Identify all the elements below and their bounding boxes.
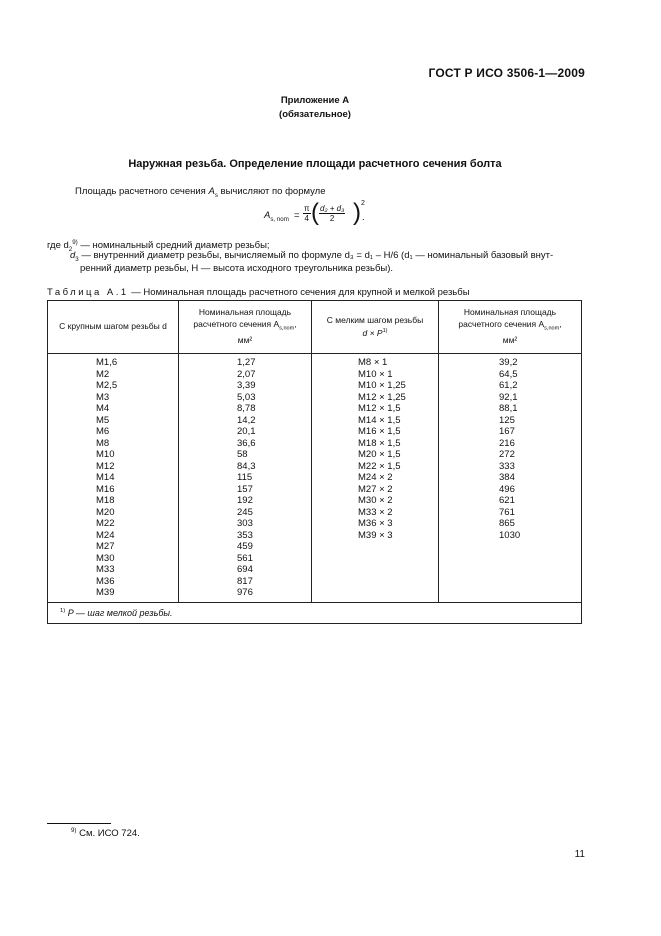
table-cell: M16 × 1,5 [358, 426, 401, 437]
table-cell: M4 [96, 403, 110, 414]
table-cell: 694 [237, 564, 253, 575]
table-cell: 384 [499, 472, 515, 483]
table-cell: M30 [96, 552, 115, 564]
formula-pi-fraction: $\frac{\pi}{4}$ [304, 204, 310, 223]
table-cell: M39 [96, 587, 115, 598]
appendix-status: (обязательное) [279, 109, 351, 120]
table-cell: 303 [237, 518, 253, 529]
coarse-area-column [179, 354, 312, 603]
table-cell: M5 [96, 414, 110, 426]
table-footnote-row [48, 602, 582, 623]
formula-inner-fraction: $\frac{\text{d₂ + d₃}}{2}$ [320, 204, 345, 223]
appendix-heading [0, 94, 630, 122]
table-cell: 14,2 [237, 414, 256, 426]
table-cell: 2,07 [237, 368, 256, 380]
table-cell: M10 × 1,25 [358, 380, 406, 391]
table-cell: M20 × 1,5 [358, 449, 401, 460]
table-cell: M10 × 1 [358, 368, 393, 380]
intro-text: Площадь расчетного сечения $A_s$ вычисляют по формуле [75, 186, 326, 199]
table-cell: M2 [96, 368, 110, 380]
table-cell: M16 [96, 483, 115, 495]
fine-thread-column [312, 354, 439, 603]
table-cell: 192 [237, 495, 253, 506]
table-cell: M6 [96, 426, 110, 437]
coarse-thread-column [48, 354, 179, 603]
table-cell: M8 [96, 437, 110, 449]
table-cell: M18 × 1,5 [358, 437, 401, 449]
appendix-title: Приложение А [280, 95, 350, 106]
table-cell: M24 [96, 529, 115, 541]
table-cell: 496 [499, 483, 515, 495]
formula-right-paren: ) [353, 199, 361, 226]
header-fine-thread: С мелким шагом резьбы $d \times P^{1)}$ [312, 301, 439, 354]
table-cell: 64,5 [499, 368, 518, 380]
table-footnote: $^{1)}$ P — шаг мелкой резьбы. [48, 602, 582, 623]
page-footnote: $^{9)}$ См. ИСО 724. [71, 827, 140, 840]
table-cell: M22 × 1,5 [358, 460, 401, 472]
thread-area-table [47, 300, 582, 624]
table-cell: 333 [499, 460, 515, 472]
table-cell: M30 × 2 [358, 495, 393, 506]
table-cell: 976 [237, 587, 253, 598]
table-cell: M36 [96, 575, 115, 587]
table-cell: 36,6 [237, 437, 256, 449]
table-cell: M12 × 1,25 [358, 391, 406, 403]
table-header-row [48, 301, 582, 354]
header-fine-area: Номинальная площадь расчетного сечения $A_{s,nom}$, мм² [439, 301, 582, 354]
table-cell: 761 [499, 506, 515, 518]
table-cell: 272 [499, 449, 515, 460]
table-cell: 88,1 [499, 403, 518, 414]
table-cell: 621 [499, 495, 515, 506]
table-cell: M39 × 3 [358, 529, 393, 541]
table-cell: M27 [96, 541, 115, 552]
table-cell: 61,2 [499, 380, 518, 391]
table-cell: M12 [96, 460, 115, 472]
table-cell: 459 [237, 541, 253, 552]
table-cell: 817 [237, 575, 253, 587]
section-title: Наружная резьба. Определение площади расчетного сечения болта [128, 158, 502, 170]
formula-equals: = [294, 210, 300, 221]
table-cell: M2,5 [96, 380, 118, 391]
table-cell: 353 [237, 529, 253, 541]
table-cell: M8 × 1 [358, 357, 388, 368]
formula-left-paren: ( [311, 199, 319, 226]
footnote-divider [47, 823, 111, 824]
table-cell: 58 [237, 449, 248, 460]
table-cell: 1030 [499, 529, 521, 541]
table-cell: 1,27 [237, 357, 256, 368]
fine-area-column [439, 354, 582, 603]
table-cell: 5,03 [237, 391, 256, 403]
header-coarse-thread: С крупным шагом резьбы d [48, 301, 179, 354]
table-cell: 561 [237, 552, 253, 564]
table-cell: 92,1 [499, 391, 518, 403]
table-cell: M1,6 [96, 357, 118, 368]
table-cell: M22 [96, 518, 115, 529]
table-cell: M14 [96, 472, 115, 483]
table-cell: M12 × 1,5 [358, 403, 401, 414]
formula-lhs: $A_{s, nom}$ [264, 210, 289, 223]
table-cell: 216 [499, 437, 515, 449]
table-cell: 245 [237, 506, 253, 518]
definition-d3: $d_3$ — внутренний диаметр резьбы, вычисляемый по формуле d₃ = d₁ – H/6 (d₁ — номинальный базовый внут- [70, 250, 554, 263]
document-header: ГОСТ Р ИСО 3506-1—2009 [428, 66, 585, 80]
formula-period: . [362, 212, 365, 223]
table-cell: 84,3 [237, 460, 256, 472]
table-cell: 39,2 [499, 357, 518, 368]
table-cell: M33 × 2 [358, 506, 393, 518]
table-cell: M27 × 2 [358, 483, 393, 495]
definition-d2: где $d_2^{9)}$ — номинальный средний диаметр резьбы; [47, 239, 270, 254]
table-cell: M20 [96, 506, 115, 518]
table-cell: 125 [499, 414, 515, 426]
formula [264, 200, 374, 232]
table-cell: 3,39 [237, 380, 256, 391]
table-cell: 157 [237, 483, 253, 495]
formula-power: 2 [361, 200, 365, 207]
page-number: 11 [574, 849, 585, 860]
table-caption: Таблица А.1 — Номинальная площадь расчетного сечения для крупной и мелкой резьбы [47, 287, 470, 298]
table-cell: M18 [96, 495, 115, 506]
table-cell: M24 × 2 [358, 472, 393, 483]
table-body-row [48, 354, 582, 603]
table-cell: M36 × 3 [358, 518, 393, 529]
header-coarse-area: Номинальная площадь расчетного сечения $A_{s,nom}$, мм² [179, 301, 312, 354]
definition-d3-continued: ренний диаметр резьбы, H — высота исходного треугольника резьбы). [80, 263, 394, 274]
table-cell: 865 [499, 518, 515, 529]
table-cell: 20,1 [237, 426, 256, 437]
table-cell: M3 [96, 391, 110, 403]
table-cell: M33 [96, 564, 115, 575]
table-cell: 115 [237, 472, 253, 483]
table-cell: 167 [499, 426, 515, 437]
table-cell: 8,78 [237, 403, 256, 414]
table-cell: M14 × 1,5 [358, 414, 401, 426]
table-cell: M10 [96, 449, 115, 460]
